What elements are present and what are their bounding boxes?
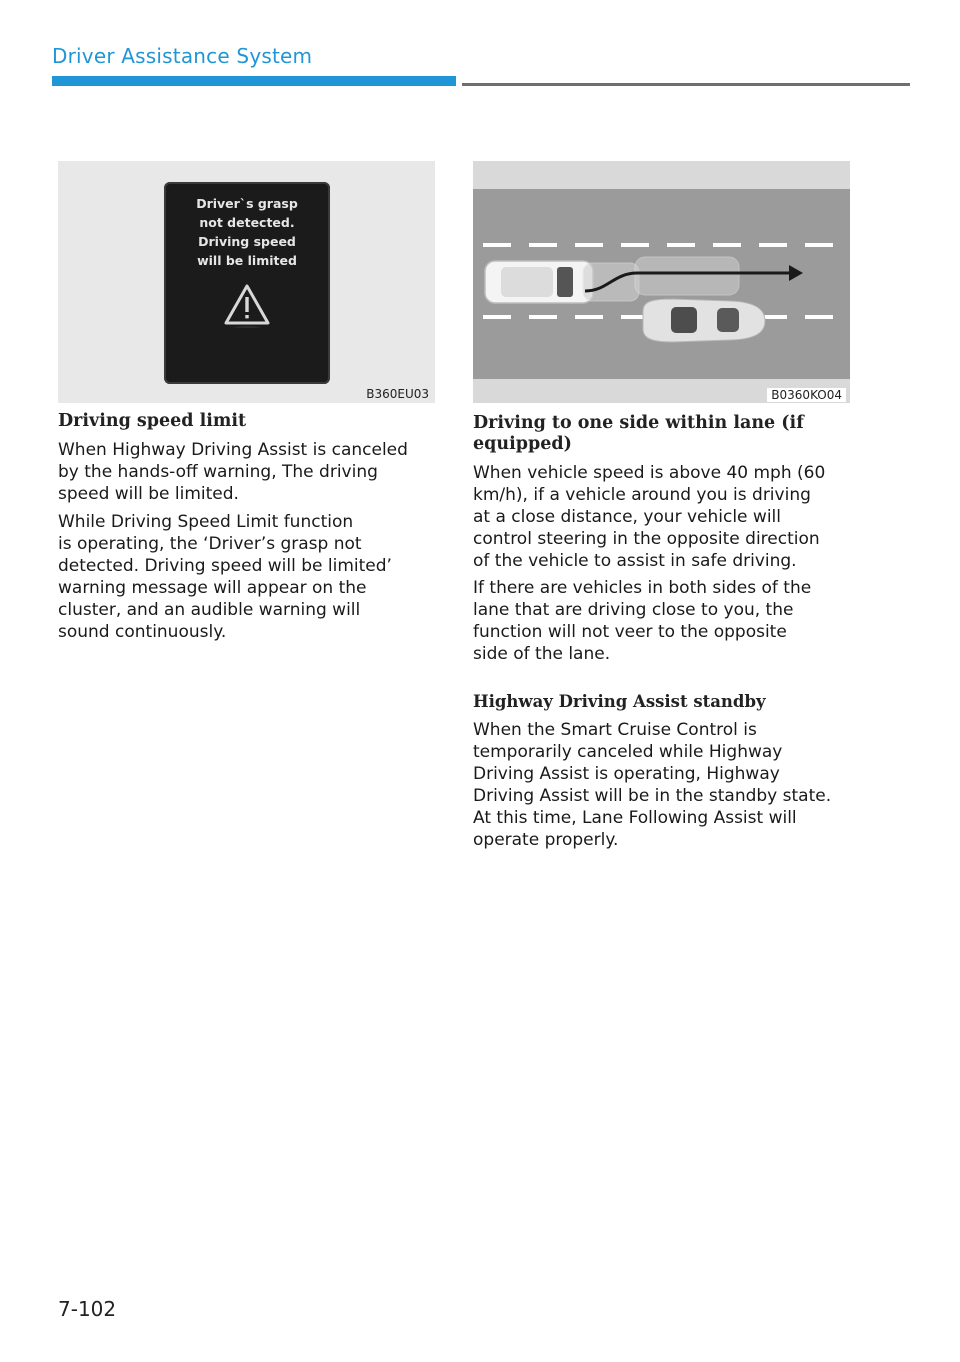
paragraph: While Driving Speed Limit function is operating, the ‘Driver’s grasp not detected. Driving speed will be limited’ warning message will appear on the cluster, and an audible warning will sound continuously. — [58, 512, 392, 642]
ego-vehicle — [485, 261, 593, 303]
cluster-warning-message: Driver`s grasp not detected. Driving speed will be limited — [196, 196, 298, 268]
paragraph: If there are vehicles in both sides of the lane that are driving close to you, the function will not veer to the opposite side of the lane. — [473, 578, 812, 664]
header-rule — [462, 83, 910, 86]
header-accent-bar — [52, 76, 456, 86]
page-number: 7-102 — [58, 1297, 117, 1321]
figure-code: B0360KO04 — [767, 388, 846, 402]
heading-driving-one-side: Driving to one side within lane (if equipped) — [473, 413, 804, 454]
section-title: Driver Assistance System — [52, 44, 313, 68]
instrument-cluster-display — [164, 182, 330, 384]
heading-hda-standby: Highway Driving Assist standby — [473, 692, 766, 711]
heading-driving-speed-limit: Driving speed limit — [58, 411, 247, 431]
warning-triangle-icon — [222, 282, 272, 328]
paragraph: When the Smart Cruise Control is temporarily canceled while Highway Driving Assist is operating, Highway Driving Assist will be in the standby state. At this time, Lane Following Assist will operate properly. — [473, 720, 832, 850]
figure-lane-offset — [473, 161, 850, 403]
figure-code: B360EU03 — [366, 387, 429, 401]
paragraph: When Highway Driving Assist is canceled by the hands-off warning, The driving speed will be limited. — [58, 440, 408, 504]
paragraph: When vehicle speed is above 40 mph (60 km/h), if a vehicle around you is driving at a close distance, your vehicle will control steering in the opposite direction of the vehicle to assist in safe driving. — [473, 463, 826, 571]
adjacent-vehicle — [643, 299, 765, 342]
figure-cluster-warning — [58, 161, 435, 403]
lane-illustration — [473, 161, 850, 403]
